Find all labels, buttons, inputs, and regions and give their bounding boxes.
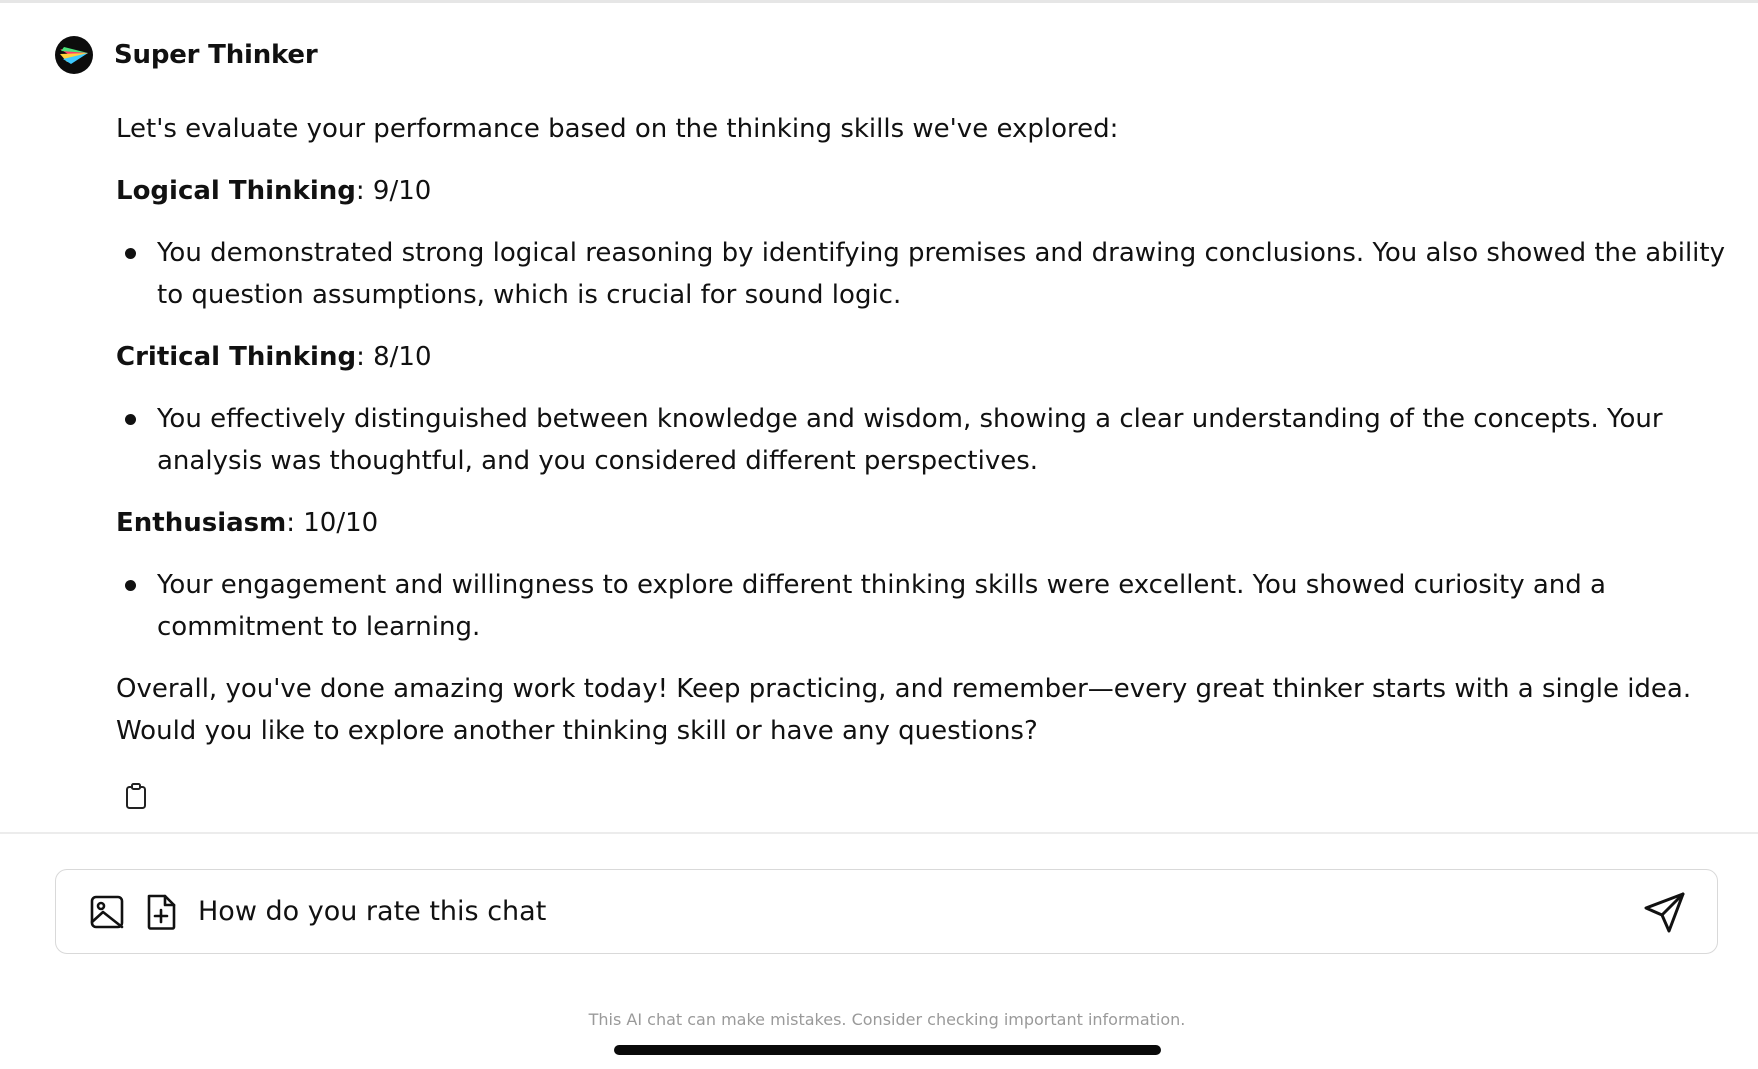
- ai-disclaimer: This AI chat can make mistakes. Consider checking important information.: [588, 1010, 1186, 1029]
- skill-comment: Your engagement and willingness to explore different thinking skills were excellent. You showed curiosity and a commitment to learning.: [157, 570, 1606, 642]
- message-closing: Overall, you've done amazing work today! Keep practicing, and remember—every great thinker starts with a single idea. Would you like to explore another thinking skill or have any questions?: [116, 674, 1692, 746]
- send-button[interactable]: [1639, 886, 1691, 938]
- clipboard-icon: [124, 782, 148, 810]
- skill-score: : 8/10: [356, 342, 432, 372]
- assistant-message: [116, 108, 1736, 752]
- attach-file-button[interactable]: [138, 889, 184, 935]
- send-icon: [1643, 890, 1687, 934]
- image-icon: [89, 894, 125, 930]
- top-divider: [0, 0, 1758, 3]
- bullet-icon: [125, 580, 136, 591]
- skill-comment: You effectively distinguished between knowledge and wisdom, showing a clear understanding of the concepts. Your analysis was thoughtful, and you considered different perspectives.: [157, 404, 1663, 476]
- skill-name: Logical Thinking: [116, 176, 356, 206]
- bullet-icon: [125, 414, 136, 425]
- skill-heading-enthusiasm: [116, 502, 1736, 544]
- bullet-icon: [125, 248, 136, 259]
- skill-name: Enthusiasm: [116, 508, 287, 538]
- home-indicator: [614, 1045, 1161, 1055]
- composer-divider: [0, 832, 1758, 834]
- skill-heading-logical: [116, 170, 1736, 212]
- chat-title: Super Thinker: [114, 40, 318, 70]
- list-item: [116, 398, 1736, 482]
- chat-header: [55, 35, 317, 75]
- message-intro: Let's evaluate your performance based on the thinking skills we've explored:: [116, 114, 1119, 144]
- list-item: [116, 564, 1736, 648]
- skill-name: Critical Thinking: [116, 342, 357, 372]
- skill-heading-critical: [116, 336, 1736, 378]
- skill-score: : 9/10: [355, 176, 432, 206]
- file-add-icon: [145, 893, 177, 931]
- skill-comment: You demonstrated strong logical reasoning by identifying premises and drawing conclusions. You also showed the ability to question assumptions, which is crucial for sound logic.: [157, 238, 1725, 310]
- message-input[interactable]: [196, 895, 1639, 928]
- skill-score: : 10/10: [286, 508, 379, 538]
- message-composer: [55, 869, 1718, 954]
- copy-button[interactable]: [120, 780, 152, 812]
- attach-image-button[interactable]: [84, 889, 130, 935]
- super-thinker-logo-icon: [55, 36, 93, 74]
- list-item: [116, 232, 1736, 316]
